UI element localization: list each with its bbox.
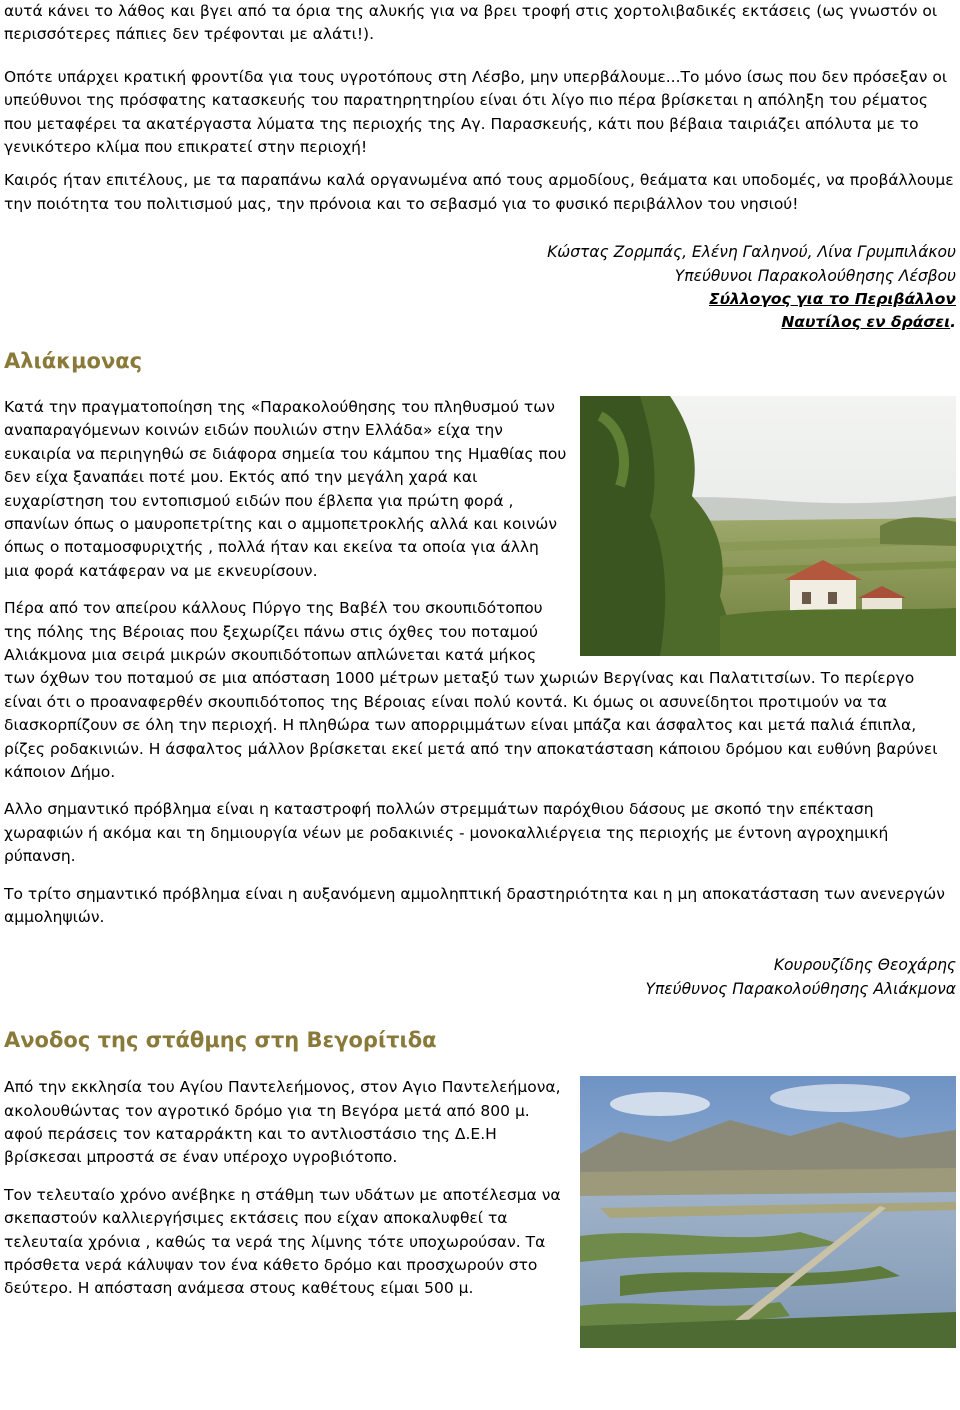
aliakmonas-body [4, 396, 956, 785]
lake-photo-vegoritida [580, 1076, 956, 1348]
signature-org-period: . [950, 313, 956, 332]
vegoritida-paragraph-1: Από την εκκλησία του Αγίου Παντελεήμονος, στον Αγιο Παντελεήμονα, ακολουθώντας τον αγροτικό δρόμο για τη Βεγόρα μετά από 800 μ. αφού περάσεις τον καταρράκτη και το αντλιοστάσιο της Δ.Ε.Η βρίσκεσαι μπροστά σε έναν υπέροχο υγροβιότοπο. [4, 1078, 561, 1167]
vegoritida-paragraph-2: Τον τελευταίο χρόνο ανέβηκε η στάθμη των υδάτων με αποτέλεσμα να σκεπαστούν καλλιεργήσιμες εκτάσεις που είχαν αποκαλυφθεί τα τελευταία χρόνια , καθώς τα νερά της λίμνης τότε υποχωρούσαν. Τα πρόσθετα νερά κάλυψαν τον ένα κάθετο δρόμο και προσχωρούν στο δεύτερο. Η απόσταση ανάμεσα στους καθέτους είμαι 500 μ. [4, 1185, 561, 1298]
lesvos-paragraph-2: Οπότε υπάρχει κρατική φροντίδα για τους υγροτόπους στη Λέσβο, μην υπερβάλουμε...Το μόνο ίσως που δεν πρόσεξαν οι υπεύθυνοι της πρόσφατης κατασκευής του παρατηρητηρίου είναι ότι λίγο πιο πέρα βρίσκεται η απόληξη του ρέματος που μεταφέρει τα ακατέργαστα λύματα της περιοχής της Αγ. Παρασκευής, κάτι που βέβαια ταιριάζει απόλυτα με το γενικότερο κλίμα που επικρατεί στην περιοχή! [4, 67, 948, 157]
lesvos-paragraph-3: Καιρός ήταν επιτέλους, με τα παραπάνω καλά οργανωμένα από τους αρμοδίους, θεάματα και υποδομές, να προβάλλουμε την ποιότητα του πολιτισμού μας, την πρόνοια και το σεβασμό για το φυσικό περιβάλλον του νησιού! [4, 171, 954, 213]
lesvos-signature [4, 241, 956, 335]
signature-role: Υπεύθυνοι Παρακολούθησης Λέσβου [674, 266, 956, 285]
lesvos-paragraph-1: αυτά κάνει το λάθος και βγει από τα όρια της αλυκής για να βρει τροφή στις χορτολιβαδικές εκτάσεις (ως γνωστόν οι περισσότερες πάπιες δεν τρέφονται με αλάτι!). [4, 2, 938, 44]
aliakmonas-paragraph-4: Το τρίτο σημαντικό πρόβλημα είναι η αυξανόμενη αμμοληπτική δραστηριότητα και η μη αποκατάσταση των ανενεργών αμμοληψιών. [4, 884, 945, 926]
signature-org-motto: Ναυτίλος εν δράσει [781, 313, 951, 332]
section-heading-vegoritida: Ανοδος της στάθμης στη Βεγορίτιδα [4, 1028, 437, 1053]
landscape-photo-aliakmonas [580, 396, 956, 656]
signature-names: Κώστας Ζορμπάς, Ελένη Γαληνού, Λίνα Γρυμπιλάκου [547, 243, 956, 262]
signature-name: Κουρουζίδης Θεοχάρης [773, 956, 956, 975]
section-heading-aliakmonas: Αλιάκμονας [4, 348, 143, 373]
vegoritida-body [4, 1076, 956, 1301]
aliakmonas-paragraph-2: Πέρα από τον απείρου κάλλους Πύργο της Βαβέλ του σκουπιδότοπου της πόλης της Βέροιας που ξεχωρίζει πάνω στις όχθες του ποταμού Αλιάκμονα μια σειρά μικρών σκουπιδότοπων απλώνεται κατά μήκος των όχθων του ποταμού σε μια απόσταση 1000 μέτρων μεταξύ των χωριών Βεργίνας και Παλατιτσίων. Το περίεργο είναι ότι ο προαναφερθέν σκουπιδότοπος της Βέροιας είναι πολύ κοντά. Κι όμως οι ασυνείδητοι προτιμούν να τα διασκορπίζουν σε όλη την περιοχή. Η πληθώρα των απορριμμάτων είναι μπάζα και άσφαλτος και μετά παλιά έπιπλα, ρίζες ροδακινιών. Η άσφαλτος μάλλον βρίσκεται εκεί μετά από την αποκατάσταση κάποιου δρόμου και ευθύνη βαρύνει κάποιον Δήμο. [4, 599, 938, 781]
aliakmonas-paragraph-1: Κατά την πραγματοποίηση της «Παρακολούθησης του πληθυσμού των αναπαραγόμενων κοινών ειδών πουλιών στην Ελλάδα» είχα την ευκαιρία να περιηγηθώ σε διάφορα σημεία του κάμπου της Ημαθίας που δεν είχα ξαναπάει ποτέ μου. Εκτός από την μεγάλη χαρά και ευχαρίστηση του εντοπισμού ειδών που έβλεπα για πρώτη φορά , σπανίων όπως ο μαυροπετρίτης και ο αμμοπετροκλής αλλά και κοινών όπως ο ποταμοσφυριχτής , πολλά ήταν και εκείνα τα οποία για άλλη μια φορά κατάφεραν να με εκνευρίσουν. [4, 397, 567, 580]
signature-org-line1 [4, 288, 956, 311]
aliakmonas-signature [4, 954, 956, 1001]
signature-role: Υπεύθυνος Παρακολούθησης Αλιάκμονα [645, 979, 956, 998]
signature-org-name: Σύλλογος για το Περιβάλλον [709, 290, 956, 309]
signature-org-line2 [4, 311, 956, 334]
document-page [4, 0, 956, 1352]
aliakmonas-paragraph-3: Αλλο σημαντικό πρόβλημα είναι η καταστροφή πολλών στρεμμάτων παρόχθιου δάσους με σκοπό την επέκταση χωραφιών ή ακόμα και τη δημιουργία νέων με ροδακινιές - μονοκαλλιέργεια της περιοχής με έντονη αγροχημική ρύπανση. [4, 800, 889, 866]
